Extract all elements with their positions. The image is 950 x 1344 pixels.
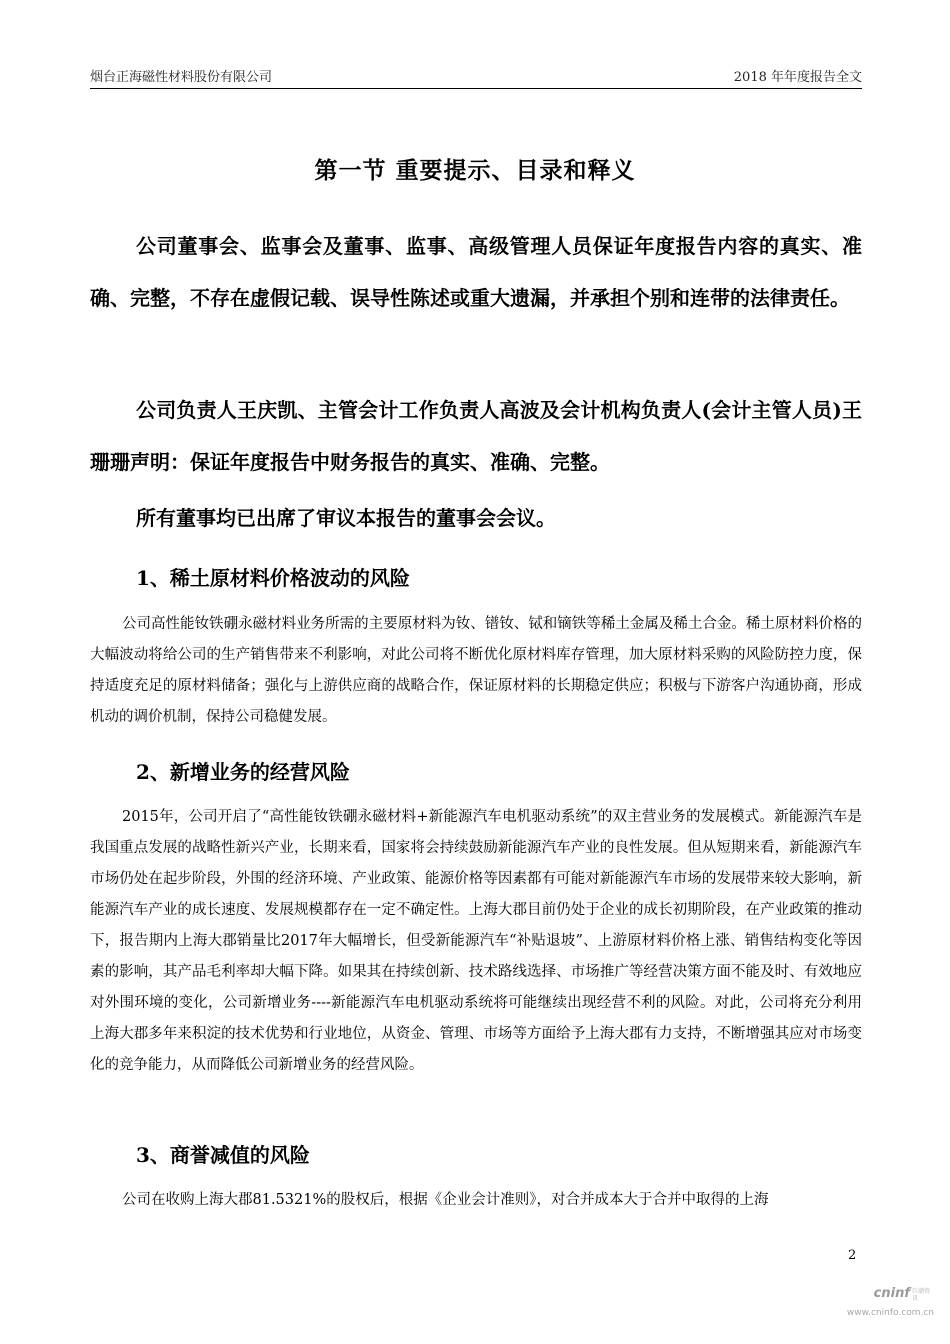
page-header [90, 66, 862, 88]
statement-responsible-persons: 公司负责人王庆凯、主管会计工作负责人高波及会计机构负责人(会计主管人员)王珊珊声明：保证年度报告中财务报告的真实、准确、完整。 [90, 398, 862, 474]
watermark-sub: 巨潮资讯 [912, 1288, 931, 1302]
statement-board-guarantee: 公司董事会、监事会及董事、监事、高级管理人员保证年度报告内容的真实、准确、完整，不存在虚假记载、误导性陈述或重大遗漏，并承担个别和连带的法律责任。 [90, 234, 862, 310]
header-report-title: 2018 年年度报告全文 [733, 70, 862, 85]
risk-body-2: 2015年，公司开启了“高性能钕铁硼永磁材料+新能源汽车电机驱动系统”的双主营业务的发展模式。新能源汽车是我国重点发展的战略性新兴产业，长期来看，国家将会持续鼓励新能源汽车产业的良性发展。但从短期来看，新能源汽车市场仍处在起步阶段，外围的经济环境、产业政策、能源价格等因素都有可能对新能源汽车市场的发展带来较大影响，新能源汽车产业的成长速度、发展规模都存在一定不确定性。上海大郡目前仍处于企业的成长初期阶段，在产业政策的推动下，报告期内上海大郡销量比2017年大幅增长，但受新能源汽车“补贴退坡”、上游原材料价格上涨、销售结构变化等因素的影响，其产品毛利率却大幅下降。如果其在持续创新、技术路线选择、市场推广等经营决策方面不能及时、有效地应对外围环境的变化，公司新增业务----新能源汽车电机驱动系统将可能继续出现经营不利的风险。对此，公司将充分利用上海大郡多年来积淀的技术优势和行业地位，从资金、管理、市场等方面给予上海大郡有力支持，不断增强其应对市场变化的竞争能力，从而降低公司新增业务的经营风险。 [90, 809, 862, 1073]
watermark-url: www.cninfo.com.cn [846, 1308, 934, 1318]
header-company: 烟台正海磁性材料股份有限公司 [90, 70, 273, 85]
risk-body-3: 公司在收购上海大郡81.5321%的股权后，根据《企业会计准则》，对合并成本大于合并中取得的上海 [122, 1192, 769, 1208]
risk-body-1: 公司高性能钕铁硼永磁材料业务所需的主要原材料为钕、镨钕、铽和镝铁等稀土金属及稀土合金。稀土原材料价格的大幅波动将给公司的生产销售带来不利影响，对此公司将不断优化原材料库存管理，加大原材料采购的风险防控力度，保持适度充足的原材料储备；强化与上游供应商的战略合作，保证原材料的长期稳定供应；积极与下游客户沟通协商，形成机动的调价机制，保持公司稳健发展。 [90, 616, 862, 725]
statement-directors-attendance: 所有董事均已出席了审议本报告的董事会会议。 [136, 506, 556, 530]
cninfo-watermark [846, 1286, 938, 1336]
risk-heading-3: 3、商誉减值的风险 [136, 1143, 310, 1167]
page-number: 2 [848, 1248, 857, 1263]
risk-heading-1: 1、稀土原材料价格波动的风险 [136, 566, 410, 590]
watermark-brand: cninf [873, 1286, 910, 1301]
header-divider [90, 88, 862, 89]
section-title: 第一节 重要提示、目录和释义 [314, 157, 636, 184]
risk-heading-2: 2、新增业务的经营风险 [136, 760, 350, 784]
